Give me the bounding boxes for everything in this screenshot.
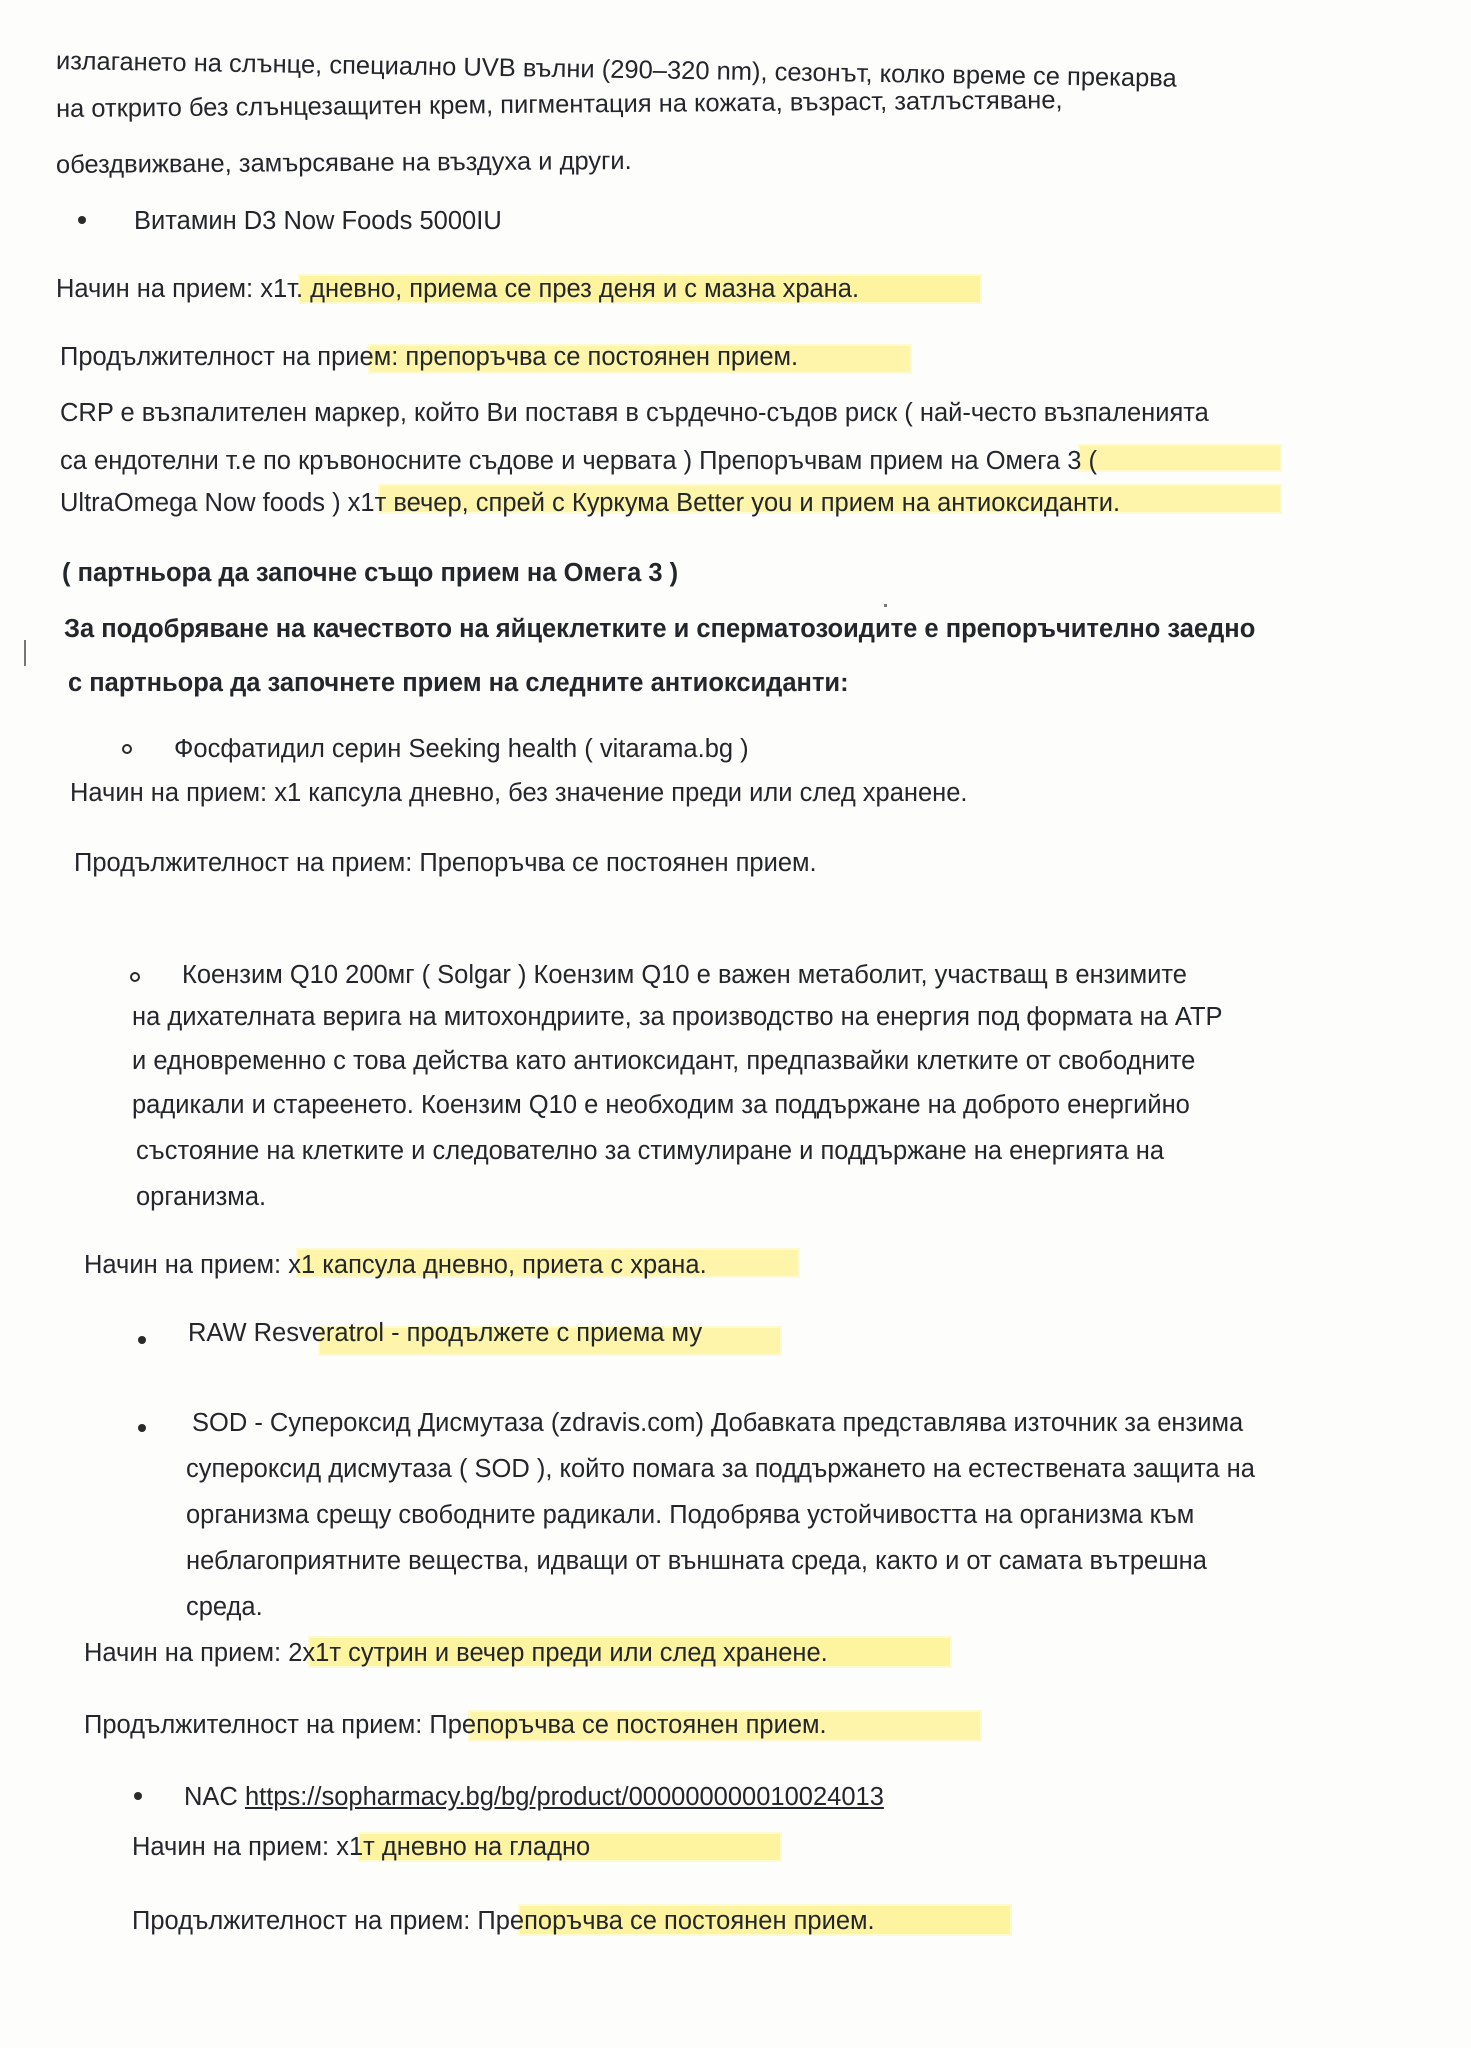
- scan-artifact: [884, 604, 887, 607]
- bullet: [122, 744, 132, 754]
- bullet: [138, 1424, 146, 1432]
- text-line: ( партньора да започне също прием на Омега 3 ): [62, 559, 679, 587]
- text-line: За подобряване на качеството на яйцеклетките и сперматозоидите е препоръчително заедно: [64, 615, 1256, 643]
- text-line: среда.: [186, 1593, 263, 1621]
- text-line: Продължителност на прием: Препоръчва се постоянен прием.: [74, 849, 817, 877]
- bullet: [78, 216, 86, 224]
- text-line: Продължителност на прием: препоръчва се постоянен прием.: [60, 343, 799, 371]
- text-line: организма.: [136, 1183, 267, 1211]
- text-line: са ендотелни т.е по кръвоносните съдове и червата ) Препоръчвам прием на Омега 3 (: [60, 447, 1098, 475]
- text-line: Фосфатидил серин Seeking health ( vitarama.bg ): [174, 735, 749, 763]
- text-line: Начин на прием: 2х1т сутрин и вечер преди или след хранене.: [84, 1639, 828, 1667]
- text-line: Начин на прием: х1 капсула дневно, приета с храна.: [84, 1251, 707, 1279]
- highlight-mark: [1080, 446, 1280, 470]
- nac-label: NAC: [184, 1783, 245, 1811]
- bullet: [138, 1336, 146, 1344]
- text-line: Продължителност на прием: Препоръчва се постоянен прием.: [132, 1907, 875, 1935]
- text-line: неблагоприятните вещества, идващи от външната среда, както и от самата вътрешна: [186, 1547, 1207, 1575]
- text-line: Продължителност на прием: Препоръчва се постоянен прием.: [84, 1711, 827, 1739]
- bullet: [130, 972, 140, 982]
- text-line: Коензим Q10 200мг ( Solgar ) Коензим Q10 е важен метаболит, участващ в ензимите: [182, 961, 1187, 989]
- text-line: Начин на прием: х1т дневно на гладно: [132, 1833, 591, 1861]
- text-line: RAW Resveratrol - продължете с приема му: [188, 1319, 703, 1347]
- text-line: Начин на прием: х1т. дневно, приема се през деня и с мазна храна.: [56, 275, 860, 303]
- text-line: на открито без слънцезащитен крем, пигментация на кожата, възраст, затлъстяване,: [55, 86, 1063, 123]
- text-line: супероксид дисмутаза ( SOD ), който помага за поддържането на естествената защита на: [186, 1455, 1255, 1483]
- text-line: Начин на прием: х1 капсула дневно, без значение преди или след хранене.: [70, 779, 968, 807]
- text-line: [184, 1780, 884, 1814]
- text-line: с партньора да започнете прием на следните антиоксиданти:: [68, 669, 849, 697]
- text-line: обездвижване, замърсяване на въздуха и други.: [55, 146, 632, 179]
- scan-artifact: [24, 640, 26, 666]
- text-line: SOD - Супероксид Дисмутаза (zdravis.com) Добавката представлява източник за ензима: [192, 1409, 1244, 1437]
- bullet: [134, 1792, 142, 1800]
- text-line: CRP е възпалителен маркер, който Ви поставя в сърдечно-съдов риск ( най-често възпаленията: [60, 399, 1209, 427]
- text-line: на дихателната верига на митохондриите, за производство на енергия под формата на АТР: [132, 1003, 1223, 1031]
- text-line: и едновременно с това действа като антиоксидант, предпазвайки клетките от свободните: [132, 1047, 1196, 1075]
- text-line: състояние на клетките и следователно за стимулиране и поддържане на енергията на: [136, 1137, 1165, 1165]
- text-line: Витамин D3 Now Foods 5000IU: [134, 207, 502, 235]
- text-line: радикали и стареенето. Коензим Q10 е необходим за поддържане на доброто енергийно: [132, 1091, 1190, 1119]
- text-line: организма срещу свободните радикали. Подобрява устойчивостта на организма към: [186, 1501, 1195, 1529]
- nac-link[interactable]: https://sopharmacy.bg/bg/product/000000000010024013: [244, 1783, 884, 1811]
- text-line: UltraOmega Now foods ) х1т вечер, спрей с Куркума Better you и прием на антиоксиданти.: [60, 489, 1121, 517]
- text-line: излагането на слънце, специално UVB вълни (290–320 nm), сезонът, колко време се прекарва: [55, 47, 1177, 93]
